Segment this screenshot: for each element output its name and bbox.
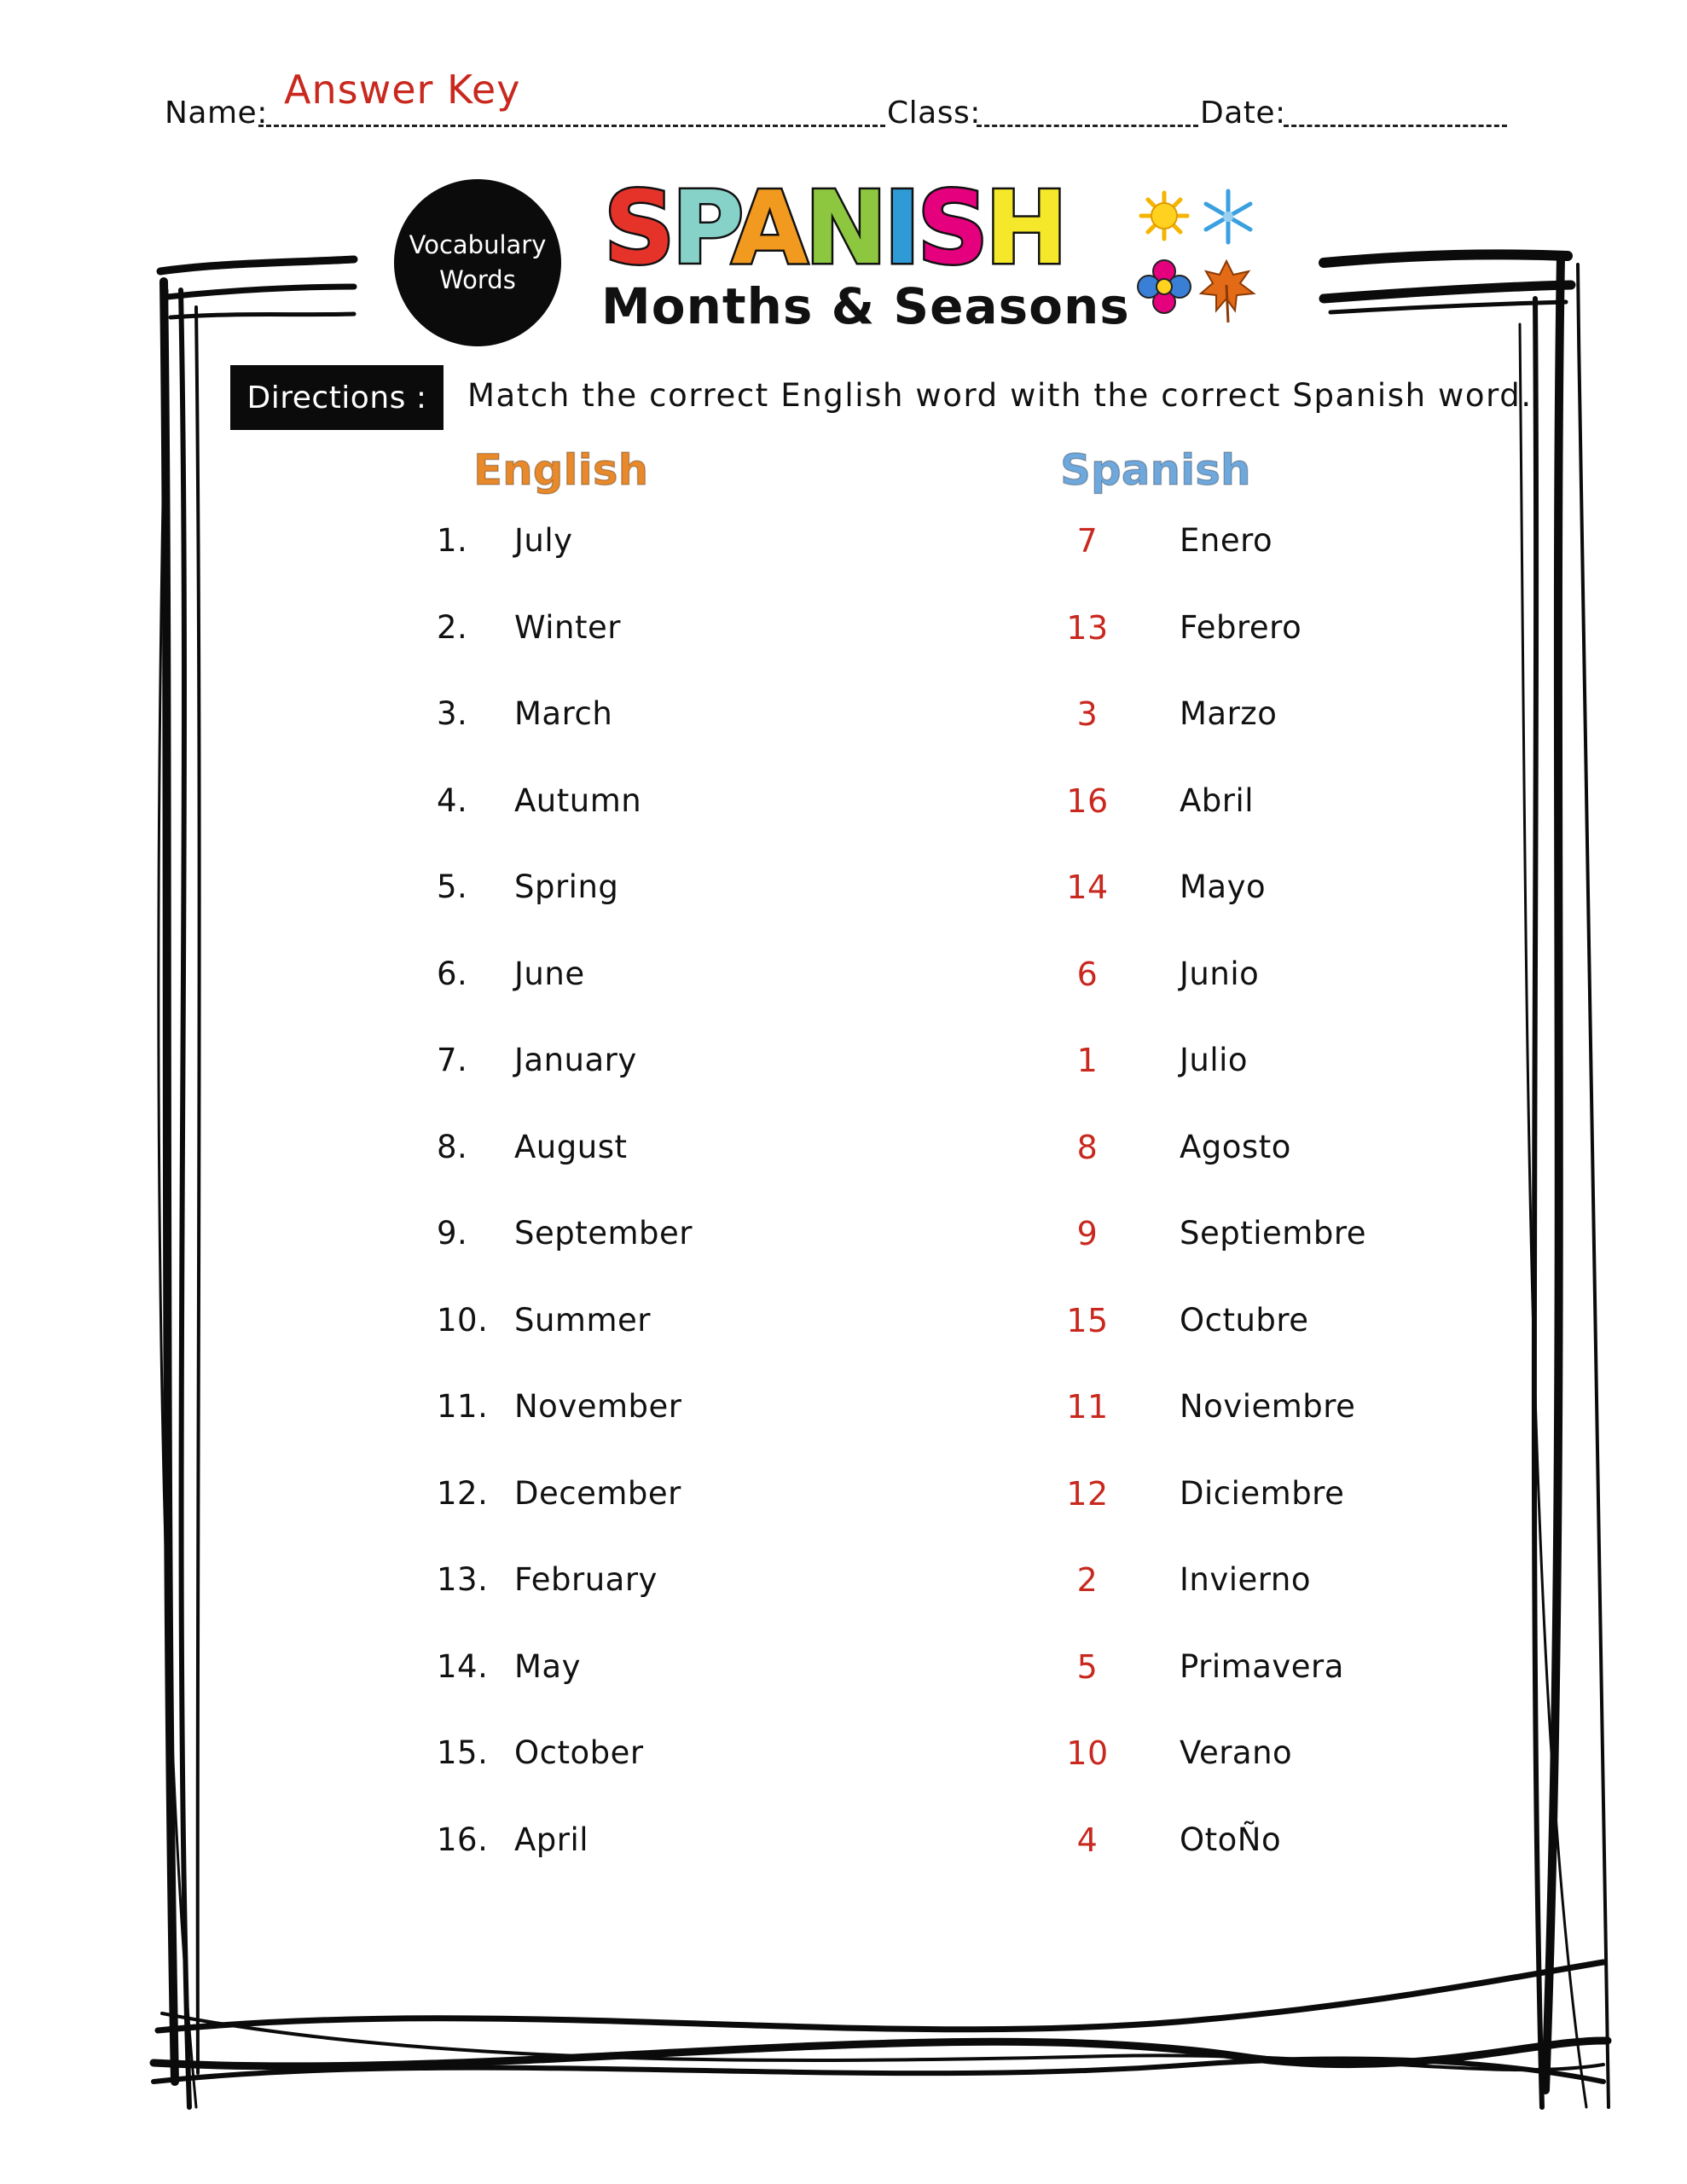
- answer-number: 6: [1076, 956, 1099, 993]
- title-letter: N: [804, 171, 886, 282]
- english-word: May: [514, 1648, 581, 1685]
- answer-key-note: Answer Key: [284, 67, 521, 113]
- answer-number: 4: [1076, 1821, 1099, 1859]
- english-word: November: [514, 1388, 682, 1425]
- sun-icon: [1141, 193, 1187, 239]
- answer-number: 5: [1076, 1648, 1099, 1686]
- english-word: Autumn: [514, 782, 642, 819]
- item-number: 3.: [437, 695, 468, 732]
- spanish-word: OtoÑo: [1180, 1821, 1282, 1858]
- title-letter: S: [604, 171, 673, 282]
- answer-number: 2: [1076, 1561, 1099, 1599]
- svg-text:SPANISH: [604, 171, 1064, 282]
- spanish-word: Agosto: [1180, 1129, 1291, 1165]
- item-number: 11.: [437, 1388, 489, 1425]
- spanish-word: Verano: [1180, 1734, 1293, 1771]
- leaf-icon: [1201, 261, 1254, 322]
- spanish-word: Julio: [1180, 1042, 1249, 1078]
- class-field[interactable]: [977, 125, 1198, 127]
- english-word: April: [514, 1821, 589, 1858]
- answer-number: 9: [1076, 1215, 1099, 1252]
- class-label: Class:: [887, 96, 981, 131]
- title-letter: A: [731, 171, 807, 282]
- item-number: 8.: [437, 1129, 468, 1165]
- english-word: Spring: [514, 868, 619, 905]
- item-number: 14.: [437, 1648, 489, 1685]
- english-word: December: [514, 1475, 681, 1512]
- item-number: 7.: [437, 1042, 468, 1078]
- spanish-word: Diciembre: [1180, 1475, 1345, 1512]
- english-word: June: [514, 956, 585, 992]
- spanish-word: Octubre: [1180, 1302, 1309, 1339]
- title-letter: H: [985, 171, 1066, 282]
- answer-number: 11: [1066, 1388, 1109, 1426]
- english-word: Summer: [514, 1302, 651, 1339]
- item-number: 6.: [437, 956, 468, 992]
- answer-number: 15: [1066, 1302, 1109, 1339]
- item-number: 12.: [437, 1475, 489, 1512]
- flower-icon: [1138, 260, 1191, 313]
- english-word: July: [514, 522, 573, 559]
- page-title: [597, 171, 1075, 282]
- answer-number: 8: [1076, 1129, 1099, 1166]
- english-word: October: [514, 1734, 644, 1771]
- answer-number: 3: [1076, 695, 1099, 733]
- spanish-word: Septiembre: [1180, 1215, 1366, 1252]
- spanish-column-header: Spanish: [1060, 445, 1251, 495]
- spanish-word: Abril: [1180, 782, 1255, 819]
- title-letter: P: [671, 171, 733, 282]
- title-letter: I: [884, 171, 919, 282]
- spanish-word: Junio: [1180, 956, 1260, 992]
- season-icons: [1134, 186, 1262, 331]
- snowflake-icon: [1206, 191, 1250, 242]
- english-word: September: [514, 1215, 693, 1252]
- english-word: February: [514, 1561, 658, 1598]
- item-number: 9.: [437, 1215, 468, 1252]
- answer-number: 13: [1066, 609, 1109, 647]
- page-subtitle: Months & Seasons: [601, 277, 1130, 335]
- item-number: 15.: [437, 1734, 489, 1771]
- date-field[interactable]: [1284, 125, 1507, 127]
- english-word: August: [514, 1129, 628, 1165]
- answer-number: 14: [1066, 868, 1109, 906]
- english-word: March: [514, 695, 613, 732]
- item-number: 5.: [437, 868, 468, 905]
- english-column-header: English: [473, 445, 649, 495]
- badge-line-2: Words: [439, 265, 516, 294]
- directions-text: Match the correct English word with the correct Spanish word.: [467, 377, 1533, 414]
- date-label: Date:: [1200, 96, 1286, 131]
- item-number: 2.: [437, 609, 468, 646]
- title-letter: S: [917, 171, 987, 282]
- item-number: 13.: [437, 1561, 489, 1598]
- vocabulary-badge: [394, 179, 561, 346]
- spanish-word: Febrero: [1180, 609, 1302, 646]
- name-label: Name:: [165, 96, 268, 131]
- spanish-word: Primavera: [1180, 1648, 1344, 1685]
- english-word: January: [514, 1042, 637, 1078]
- item-number: 16.: [437, 1821, 489, 1858]
- answer-number: 10: [1066, 1734, 1109, 1772]
- spanish-word: Mayo: [1180, 868, 1267, 905]
- english-word: Winter: [514, 609, 621, 646]
- directions-label: Directions :: [230, 365, 443, 430]
- answer-number: 7: [1076, 522, 1099, 560]
- item-number: 1.: [437, 522, 468, 559]
- spanish-word: Marzo: [1180, 695, 1278, 732]
- badge-line-1: Vocabulary: [409, 230, 547, 259]
- item-number: 10.: [437, 1302, 489, 1339]
- answer-number: 12: [1066, 1475, 1109, 1513]
- name-field[interactable]: [258, 125, 885, 127]
- spanish-word: Invierno: [1180, 1561, 1311, 1598]
- spanish-word: Noviembre: [1180, 1388, 1356, 1425]
- answer-number: 1: [1076, 1042, 1099, 1079]
- answer-number: 16: [1066, 782, 1109, 820]
- item-number: 4.: [437, 782, 468, 819]
- spanish-word: Enero: [1180, 522, 1273, 559]
